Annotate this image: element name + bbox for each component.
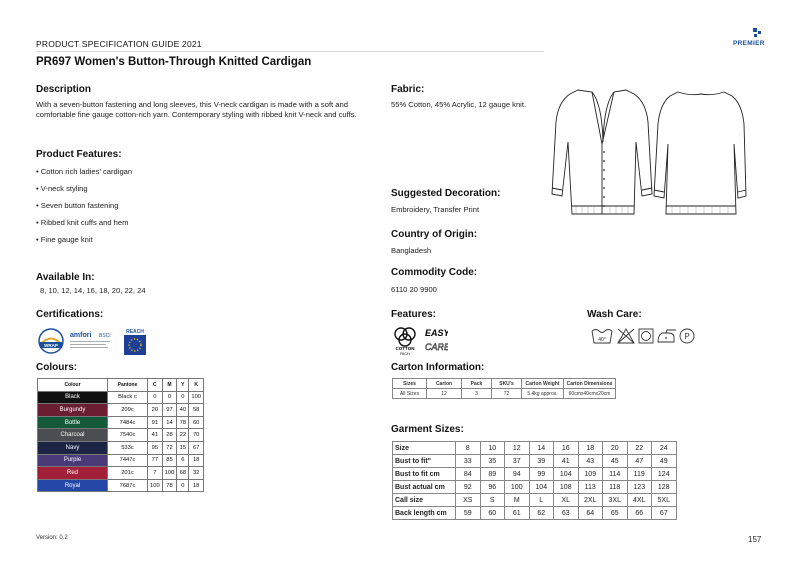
colours-heading: Colours: bbox=[36, 362, 78, 373]
premier-logo bbox=[733, 28, 767, 50]
colour-cell: 0 bbox=[148, 391, 163, 404]
y-col-header: Y bbox=[177, 379, 189, 392]
commodity-text: 6110 20 9900 bbox=[391, 285, 437, 294]
size-cell: 20 bbox=[603, 442, 628, 455]
cotton-label: COTTON bbox=[395, 346, 415, 351]
colour-cell: 0 bbox=[177, 479, 189, 492]
available-heading: Available In: bbox=[36, 272, 95, 283]
origin-heading: Country of Origin: bbox=[391, 229, 478, 240]
colour-cell: 97 bbox=[162, 404, 177, 417]
size-cell: 41 bbox=[554, 455, 579, 468]
size-row bbox=[393, 494, 677, 507]
colour-cell: 41 bbox=[148, 429, 163, 442]
colour-swatch: Burgundy bbox=[38, 404, 108, 417]
size-cell: 63 bbox=[554, 507, 579, 520]
colour-cell: 28 bbox=[162, 429, 177, 442]
colour-cell: 91 bbox=[148, 416, 163, 429]
wash-care-symbols bbox=[590, 325, 700, 347]
size-cell: 123 bbox=[627, 481, 652, 494]
size-cell: 92 bbox=[456, 481, 481, 494]
size-cell: 45 bbox=[603, 455, 628, 468]
size-cell: 66 bbox=[627, 507, 652, 520]
size-cell: 18 bbox=[578, 442, 603, 455]
size-row-label: Bust to fit" bbox=[393, 455, 456, 468]
colour-cell: 6 bbox=[177, 454, 189, 467]
size-cell: 24 bbox=[652, 442, 677, 455]
garment-sizes-table bbox=[392, 441, 677, 520]
carton-cell: 60cmx40cmx20cm bbox=[564, 389, 616, 399]
colour-cell: 209c bbox=[108, 404, 148, 417]
colour-cell: 68 bbox=[177, 467, 189, 480]
size-row bbox=[393, 442, 677, 455]
colour-row bbox=[38, 404, 204, 417]
size-row-label: Bust actual cm bbox=[393, 481, 456, 494]
size-cell: 5XL bbox=[652, 494, 677, 507]
page-number: 157 bbox=[748, 535, 762, 544]
colour-cell: 78 bbox=[162, 479, 177, 492]
size-cell: XL bbox=[554, 494, 579, 507]
feature-item: • Seven button fastening bbox=[36, 201, 119, 210]
colour-cell: 58 bbox=[189, 404, 204, 417]
size-cell: 104 bbox=[529, 481, 554, 494]
version-label: Version: 0.2 bbox=[36, 535, 68, 541]
easy-label: EASY bbox=[425, 328, 448, 338]
colours-table bbox=[37, 378, 204, 492]
size-cell: 108 bbox=[554, 481, 579, 494]
size-cell: 124 bbox=[652, 468, 677, 481]
wash-care-heading: Wash Care: bbox=[587, 309, 642, 320]
size-cell: 39 bbox=[529, 455, 554, 468]
colour-swatch: Bottle bbox=[38, 416, 108, 429]
size-cell: 43 bbox=[578, 455, 603, 468]
size-row bbox=[393, 481, 677, 494]
colour-row bbox=[38, 454, 204, 467]
colour-swatch: Navy bbox=[38, 441, 108, 454]
reach-logo bbox=[123, 327, 147, 361]
colour-cell: 100 bbox=[148, 479, 163, 492]
colour-cell: 0 bbox=[177, 391, 189, 404]
carton-col-header: Carton bbox=[427, 379, 462, 389]
size-cell: S bbox=[480, 494, 505, 507]
size-cell: 49 bbox=[652, 455, 677, 468]
colour-cell: 60 bbox=[189, 416, 204, 429]
size-cell: 33 bbox=[456, 455, 481, 468]
size-cell: 62 bbox=[529, 507, 554, 520]
size-cell: 128 bbox=[652, 481, 677, 494]
colour-cell: 78 bbox=[177, 416, 189, 429]
size-cell: 3XL bbox=[603, 494, 628, 507]
header-divider bbox=[36, 51, 544, 52]
size-cell: 4XL bbox=[627, 494, 652, 507]
feature-item: • V-neck styling bbox=[36, 184, 88, 193]
carton-cell: 12 bbox=[427, 389, 462, 399]
description-text: With a seven-button fastening and long sleeves, this V-neck cardigan is made with a soft and comfortable fine gauge cotton-rich yarn. Contemporary styling with ribbed knit V-neck and cuffs. bbox=[36, 100, 357, 120]
colour-swatch: Red bbox=[38, 467, 108, 480]
cotton-rich-icon bbox=[391, 322, 419, 356]
size-cell: 89 bbox=[480, 468, 505, 481]
colour-cell: 201c bbox=[108, 467, 148, 480]
size-cell: 22 bbox=[627, 442, 652, 455]
colour-cell: 100 bbox=[189, 391, 204, 404]
colour-swatch: Black bbox=[38, 391, 108, 404]
carton-cell: 72 bbox=[492, 389, 522, 399]
commodity-heading: Commodity Code: bbox=[391, 267, 478, 278]
size-cell: 113 bbox=[578, 481, 603, 494]
size-cell: 16 bbox=[554, 442, 579, 455]
colour-cell: 15 bbox=[177, 441, 189, 454]
amfori-text: amfori bbox=[70, 332, 92, 339]
carton-header-row bbox=[393, 379, 616, 389]
description-heading: Description bbox=[36, 84, 92, 95]
pantone-col-header: Pantone bbox=[108, 379, 148, 392]
size-cell: 47 bbox=[627, 455, 652, 468]
size-cell: 61 bbox=[505, 507, 530, 520]
carton-col-header: Carton Dimensions bbox=[564, 379, 616, 389]
decoration-text: Embroidery, Transfer Print bbox=[391, 205, 480, 214]
wrap-logo-text: WRAP bbox=[44, 343, 58, 348]
size-cell: 35 bbox=[480, 455, 505, 468]
colour-cell: 0 bbox=[162, 391, 177, 404]
carton-table bbox=[392, 378, 616, 399]
product-features-heading: Product Features: bbox=[36, 149, 122, 160]
size-cell: 2XL bbox=[578, 494, 603, 507]
fabric-text: 55% Cotton, 45% Acrylic, 12 gauge knit. bbox=[391, 100, 527, 109]
size-cell: 65 bbox=[603, 507, 628, 520]
colour-cell: 40 bbox=[177, 404, 189, 417]
size-cell: 64 bbox=[578, 507, 603, 520]
size-cell: XS bbox=[456, 494, 481, 507]
colour-cell: 7484c bbox=[108, 416, 148, 429]
size-cell: L bbox=[529, 494, 554, 507]
size-row-label: Bust to fit cm bbox=[393, 468, 456, 481]
size-row-label: Size bbox=[393, 442, 456, 455]
size-cell: 12 bbox=[505, 442, 530, 455]
cardigan-illustration bbox=[548, 82, 748, 230]
size-cell: 84 bbox=[456, 468, 481, 481]
carton-heading: Carton Information: bbox=[391, 362, 485, 373]
size-row bbox=[393, 468, 677, 481]
fabric-heading: Fabric: bbox=[391, 84, 425, 95]
wrap-logo bbox=[36, 327, 66, 355]
colour-cell: 77 bbox=[148, 454, 163, 467]
size-cell: 109 bbox=[578, 468, 603, 481]
colour-swatch: Charcoal bbox=[38, 429, 108, 442]
colour-cell: 18 bbox=[189, 454, 204, 467]
carton-col-header: Carton Weight bbox=[522, 379, 564, 389]
reach-text: REACH bbox=[126, 329, 144, 335]
available-sizes: 8, 10, 12, 14, 16, 18, 20, 22, 24 bbox=[40, 286, 146, 295]
size-row-label: Call size bbox=[393, 494, 456, 507]
size-cell: 114 bbox=[603, 468, 628, 481]
colour-cell: 95 bbox=[148, 441, 163, 454]
carton-col-header: Sizes bbox=[393, 379, 427, 389]
amfori-bsci-logo bbox=[68, 328, 116, 354]
size-cell: 60 bbox=[480, 507, 505, 520]
features-icons-heading: Features: bbox=[391, 309, 437, 320]
colour-cell: 7540c bbox=[108, 429, 148, 442]
feature-item: • Cotton rich ladies' cardigan bbox=[36, 167, 133, 176]
colour-swatch: Purple bbox=[38, 454, 108, 467]
colour-cell: 70 bbox=[189, 429, 204, 442]
size-row bbox=[393, 455, 677, 468]
colour-cell: Black c bbox=[108, 391, 148, 404]
garment-sizes-heading: Garment Sizes: bbox=[391, 424, 464, 435]
carton-cell: All Sizes bbox=[393, 389, 427, 399]
colour-cell: 67 bbox=[189, 441, 204, 454]
colour-cell: 14 bbox=[162, 416, 177, 429]
product-title: PR697 Women's Button-Through Knitted Cardigan bbox=[36, 56, 312, 68]
colours-header-row bbox=[38, 379, 204, 392]
colour-swatch: Royal bbox=[38, 479, 108, 492]
size-cell: M bbox=[505, 494, 530, 507]
size-cell: 96 bbox=[480, 481, 505, 494]
size-cell: 119 bbox=[627, 468, 652, 481]
colour-row bbox=[38, 429, 204, 442]
colour-row bbox=[38, 467, 204, 480]
colour-cell: 22 bbox=[177, 429, 189, 442]
size-cell: 10 bbox=[480, 442, 505, 455]
size-cell: 8 bbox=[456, 442, 481, 455]
colour-cell: 533c bbox=[108, 441, 148, 454]
carton-col-header: SKU's bbox=[492, 379, 522, 389]
colour-row bbox=[38, 479, 204, 492]
colour-cell: 85 bbox=[162, 454, 177, 467]
c-col-header: C bbox=[148, 379, 163, 392]
colour-cell: 32 bbox=[189, 467, 204, 480]
colour-cell: 100 bbox=[162, 467, 177, 480]
size-cell: 104 bbox=[554, 468, 579, 481]
colour-cell: 7447c bbox=[108, 454, 148, 467]
feature-item: • Ribbed knit cuffs and hem bbox=[36, 218, 129, 227]
size-cell: 94 bbox=[505, 468, 530, 481]
feature-item: • Fine gauge knit bbox=[36, 235, 93, 244]
colour-cell: 20 bbox=[148, 404, 163, 417]
colour-row bbox=[38, 416, 204, 429]
bsci-text: BSCI bbox=[99, 333, 111, 339]
size-row bbox=[393, 507, 677, 520]
size-cell: 118 bbox=[603, 481, 628, 494]
guide-title: PRODUCT SPECIFICATION GUIDE 2021 bbox=[36, 39, 202, 49]
carton-cell: 5.4kg approx. bbox=[522, 389, 564, 399]
size-row-label: Back length cm bbox=[393, 507, 456, 520]
colour-col-header: Colour bbox=[38, 379, 108, 392]
carton-cell: 3 bbox=[462, 389, 492, 399]
rich-label: RICH bbox=[400, 351, 410, 356]
colour-row bbox=[38, 441, 204, 454]
colour-row bbox=[38, 391, 204, 404]
size-cell: 14 bbox=[529, 442, 554, 455]
easy-care-icon bbox=[422, 322, 448, 356]
origin-text: Bangladesh bbox=[391, 246, 432, 255]
colour-cell: 18 bbox=[189, 479, 204, 492]
colour-cell: 7687c bbox=[108, 479, 148, 492]
m-col-header: M bbox=[162, 379, 177, 392]
size-cell: 99 bbox=[529, 468, 554, 481]
k-col-header: K bbox=[189, 379, 204, 392]
decoration-heading: Suggested Decoration: bbox=[391, 188, 501, 199]
colour-cell: 7 bbox=[148, 467, 163, 480]
size-cell: 59 bbox=[456, 507, 481, 520]
colour-cell: 72 bbox=[162, 441, 177, 454]
carton-row bbox=[393, 389, 616, 399]
size-cell: 67 bbox=[652, 507, 677, 520]
care-label: CARE bbox=[425, 342, 448, 352]
certifications-heading: Certifications: bbox=[36, 309, 104, 320]
wash-temp: 40° bbox=[598, 337, 606, 343]
carton-col-header: Pack bbox=[462, 379, 492, 389]
size-cell: 100 bbox=[505, 481, 530, 494]
size-cell: 37 bbox=[505, 455, 530, 468]
logo-text: PREMIER bbox=[733, 40, 765, 47]
dry-clean-p: P bbox=[684, 332, 690, 341]
